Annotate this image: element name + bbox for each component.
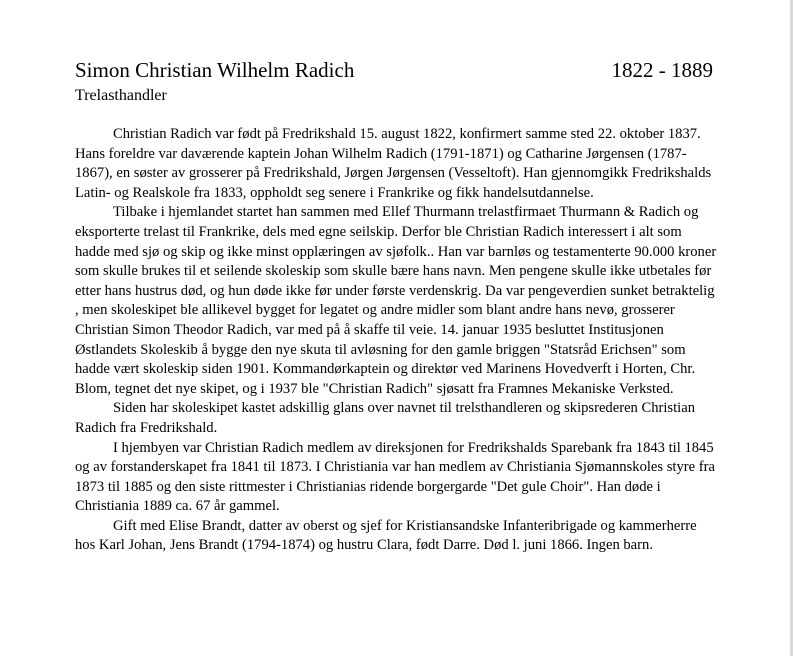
heading-row bbox=[75, 56, 713, 84]
person-name: Simon Christian Wilhelm Radich bbox=[75, 58, 355, 82]
life-years: 1822 - 1889 bbox=[611, 58, 713, 82]
paragraph: Christian Radich var født på Fredrikshald 15. august 1822, konfirmert samme sted 22. oktober 1837. Hans foreldre var daværende kaptein Johan Wilhelm Radich (1791-1871) og Catharine Jørgensen (1787-1867), en søster av grosserer på Fredrikshald, Jørgen Jørgensen (Vesseltoft). Han gjennomgikk Fredrikshalds Latin- og Realskole fra 1833, oppholdt seg senere i Frankrike og fikk handelsutdannelse. bbox=[75, 126, 712, 201]
paragraph: I hjembyen var Christian Radich medlem av direksjonen for Fredrikshalds Sparebank fra 1843 til 1845 og av forstanderskapet fra 1841 til 1873. I Christiania var han medlem av Christiania Sjømannskoles styre fra 1873 til 1885 og den siste rittmester i Christianias ridende borgergarde "Det gule Choir". Han døde i Christiania 1889 ca. 67 år gammel. bbox=[75, 439, 715, 515]
document-page bbox=[75, 56, 720, 556]
paragraph: Siden har skoleskipet kastet adskillig glans over navnet til trelsthandleren og skipsrederen Christian Radich fra Fredrikshald. bbox=[75, 400, 695, 436]
biography-body bbox=[75, 125, 720, 556]
paragraph: Gift med Elise Brandt, datter av oberst og sjef for Kristiansandske Infanteribrigade og kammerherre hos Karl Johan, Jens Brandt (1794-1874) og hustru Clara, født Darre. Død l. juni 1866. Ingen barn. bbox=[75, 517, 697, 554]
occupation: Trelasthandler bbox=[75, 87, 167, 104]
paragraph: Tilbake i hjemlandet startet han sammen med Ellef Thurmann trelastfirmaet Thurmann & Radich og eksporterte trelast til Frankrike, dels med egne seilskip. Derfor ble Christian Radich interessert i alt som hadde med sjø og skip og ikke minst opplæringen av sjøfolk.. Han var barnløs og testamenterte 90.000 kroner som skulle brukes til et seilende skoleskip som skulle bære hans navn. Men pengene skulle ikke utbetales før etter hans hustrus død, og hun døde ikke før under første verdenskrig. Da var pengeverdien sunket betraktelig , men skoleskipet ble allikevel bygget for legatet og andre midler som blant andre hans nevø, grosserer Christian Simon Theodor Radich, var med på å skaffe til veie. 14. januar 1935 besluttet Institusjonen Østlandets Skoleskib å bygge den nye skuta til avløsning for den gamle briggen "Statsråd Erichsen" som hadde vært skoleskip siden 1901. Kommandørkaptein og direktør ved Marinens Hovedverft i Horten, Chr. Blom, tegnet det nye skipet, og i 1937 ble "Christian Radich" sjøsatt fra Framnes Mekaniske Verksted. bbox=[75, 204, 717, 397]
